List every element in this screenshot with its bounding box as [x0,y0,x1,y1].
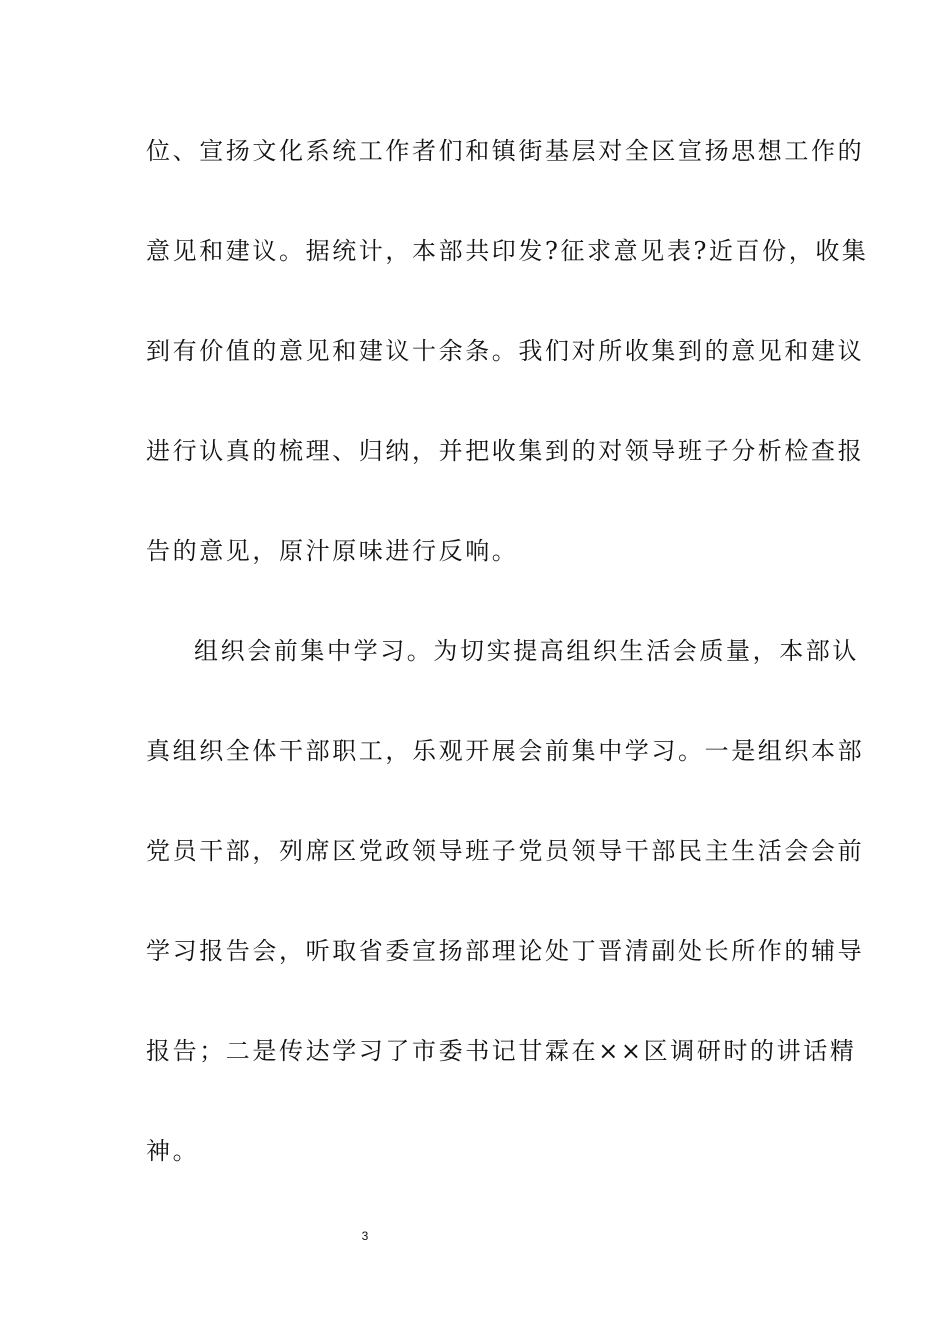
text-line-4: 进行认真的梳理、归纳，并把收集到的对领导班子分析检查报 [146,437,865,465]
text-line-1: 位、宣扬文化系统工作者们和镇街基层对全区宣扬思想工作的 [146,137,865,165]
text-line-9: 学习报告会，听取省委宣扬部理论处丁晋清副处长所作的辅导 [146,937,865,965]
text-line-2: 意见和建议。据统计，本部共印发?征求意见表?近百份，收集 [146,237,869,265]
text-line-8: 党员干部，列席区党政领导班子党员领导干部民主生活会会前 [146,837,865,865]
text-line-3: 到有价值的意见和建议十余条。我们对所收集到的意见和建议 [146,337,865,365]
text-line-10: 报告；二是传达学习了市委书记甘霖在××区调研时的讲话精 [146,1037,857,1065]
paragraph-start-line: 组织会前集中学习。为切实提高组织生活会质量，本部认 [194,637,859,665]
text-line-11: 神。 [146,1137,200,1165]
text-line-7: 真组织全体干部职工，乐观开展会前集中学习。一是组织本部 [146,737,865,765]
page-number: 3 [361,1229,369,1243]
text-line-5: 告的意见，原汁原味进行反响。 [146,537,519,565]
